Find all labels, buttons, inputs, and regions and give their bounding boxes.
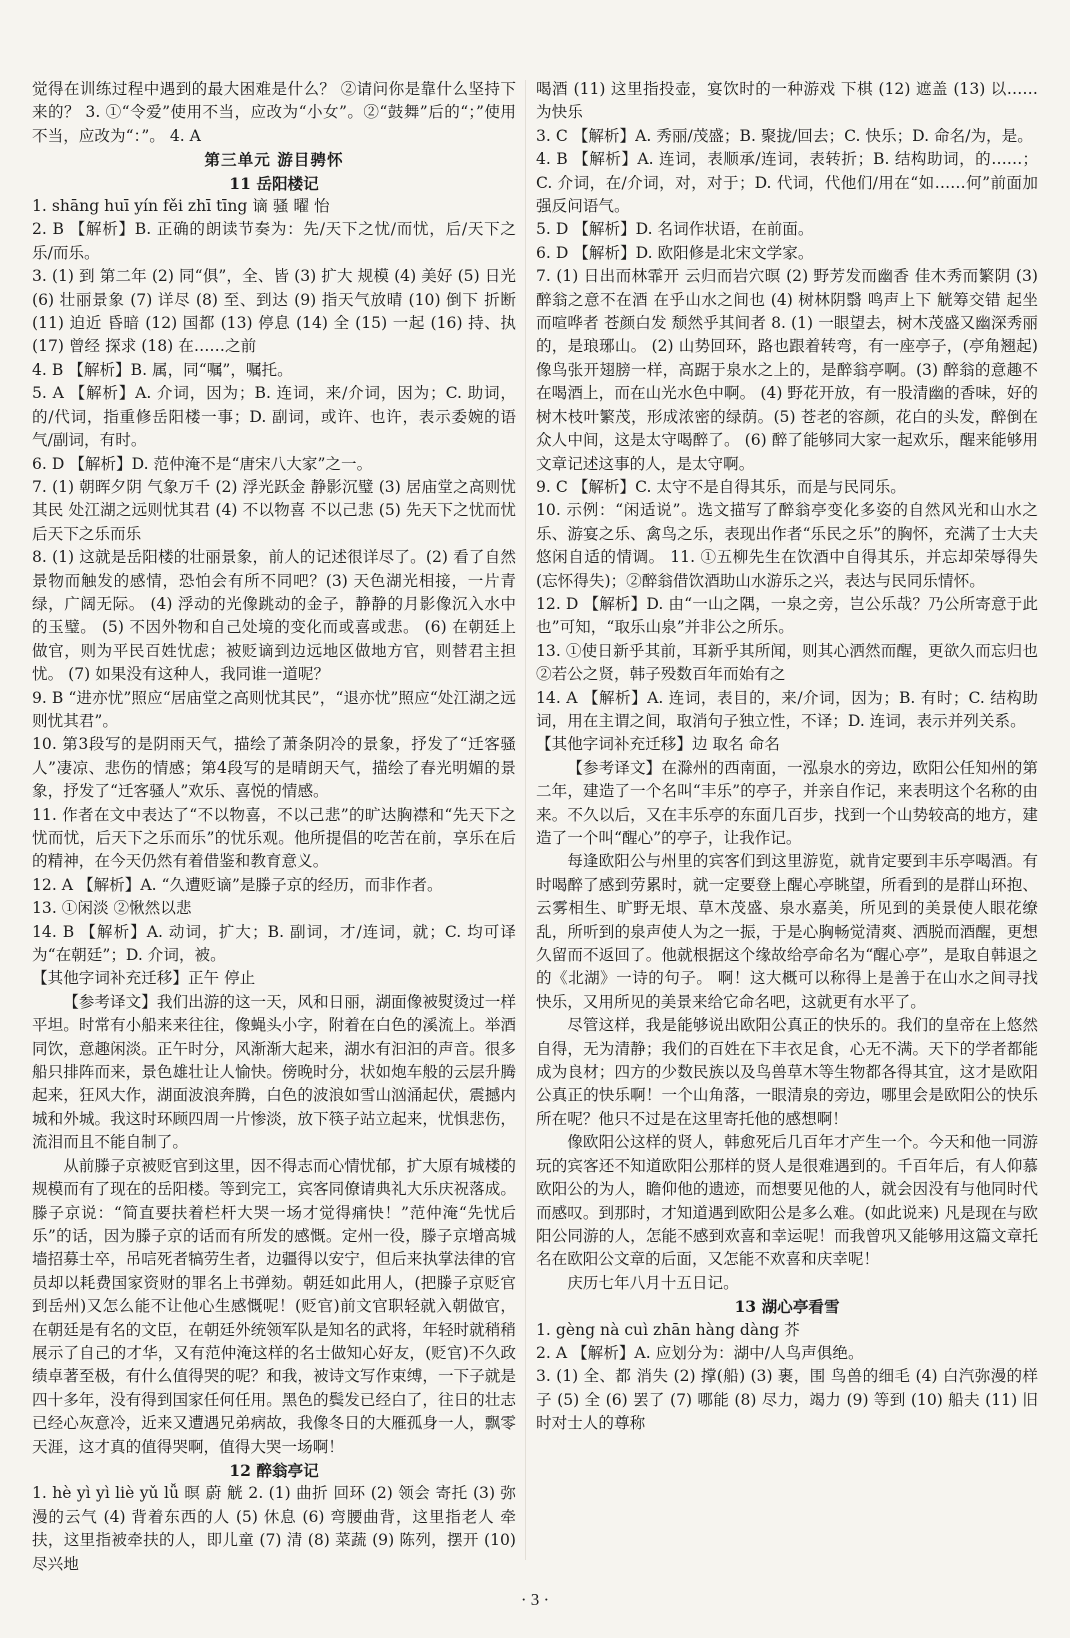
lesson-title: 11 岳阳楼记 <box>229 173 319 193</box>
translation-paragraph: 庆历七年八月十五日记。 <box>567 1273 739 1292</box>
answer-paragraph: 1. shāng huī yín fěi zhī tīng 谪 骚 曜 怡 <box>32 197 330 216</box>
left-column <box>32 78 516 1576</box>
page-number: · 3 · <box>520 1590 550 1609</box>
answer-paragraph: 喝酒 (11) 这里指投壶，宴饮时的一种游戏 下棋 (12) 遮盖 (13) 以……为快乐 <box>536 80 1038 122</box>
answer-paragraph: 5. A 【解析】A. 介词，因为；B. 连词，来/介词，因为；C. 助词，的/代词，指重修岳阳楼一事；D. 副词，或许、也许，表示委婉的语气/副词，有时。 <box>32 384 516 450</box>
translation-paragraph: 【参考译文】我们出游的这一天，风和日丽，湖面像被熨烫过一样平坦。时常有小船来来往往，像蝇头小字，附着在白色的溪流上。举酒同饮，意趣闲淡。正午时分，风渐渐大起来，湖水有汩汩的声音。很多船只排阵而来，景色雄壮让人愉快。傍晚时分，状如炮车般的云层升腾起来，狂风大作，湖面波浪奔腾，白色的波浪如雪山汹涌起伏，震撼内城和外城。我这时环顾四周一片惨淡，放下筷子站立起来，忧惧悲伤，流泪而且不能自制了。 <box>32 992 516 1152</box>
answer-paragraph: 4. B 【解析】B. 属，同“嘱”，嘱托。 <box>32 360 293 379</box>
answer-paragraph: 3. C 【解析】A. 秀丽/茂盛；B. 聚拢/回去；C. 快乐；D. 命名/为，是。 <box>536 126 1033 145</box>
translation-paragraph: 从前滕子京被贬官到这里，因不得志而心情忧郁，扩大原有城楼的规模而有了现在的岳阳楼。等到完工，宾客同僚请典礼大乐庆祝落成。滕子京说：“简直要扶着栏杆大哭一场才觉得痛快！”范仲淹“先忧后乐”的话，因为滕子京的话而有所发的感慨。定州一役，滕子京增高城墙招募士卒，吊唁死者犒劳生者，边疆得以安宁，但后来执掌法律的官员却以耗费国家资财的罪名上书弹劾。朝廷如此用人，(把滕子京贬官到岳州)又怎么能不让他心生感慨呢！(贬官)前文官职轻就入朝做官，在朝廷是有名的文臣，在朝廷外统领军队是知名的武将，年轻时就稍稍展示了自己的才华，又有范仲淹这样的名士做知心好友，(贬官)不久政绩卓著至极，有什么值得哭的呢？和我，被诗文写作束缚，一下子就是四十多年，没有得到国家任何任用。黑色的鬓发已经白了，往日的壮志已经心灰意冷，近来又遭遇兄弟病故，我像冬日的大雁孤身一人，飘零天涯，这才真的值得哭啊，值得大哭一场啊！ <box>32 1156 516 1456</box>
answer-paragraph: 2. A 【解析】A. 应划分为：湖中/人鸟声俱绝。 <box>536 1343 864 1362</box>
answer-paragraph: 9. B “进亦忧”照应“居庙堂之高则忧其民”，“退亦忧”照应“处江湖之远则忧其君”。 <box>32 688 516 730</box>
column-divider <box>525 80 526 1560</box>
answer-paragraph: 3. (1) 全、都 消失 (2) 撑(船) (3) 裹，围 鸟兽的细毛 (4) 白汽弥漫的样子 (5) 全 (6) 罢了 (7) 哪能 (8) 尽力，竭力 (9) 等到 (10) 船夫 (11) 旧时对士人的尊称 <box>536 1367 1038 1433</box>
answer-paragraph: 7. (1) 日出而林霏开 云归而岩穴暝 (2) 野芳发而幽香 佳木秀而繁阴 (3) 醉翁之意不在酒 在乎山水之间也 (4) 树林阴翳 鸣声上下 觥筹交错 起坐而喧哗者 苍颜白发 颓然乎其间者 8. (1) 一眼望去，树木茂盛又幽深秀丽的，是琅琊山。 (2) 山势回环，路也跟着转弯，有一座亭子，(亭角翘起) 像鸟张开翅膀一样，高踞于泉水之上的，是醉翁亭啊。(3) 醉翁的意趣不在喝酒上，而在山光水色中啊。 (4) 野花开放，有一股清幽的香味，好的树木枝叶繁茂，形成浓密的绿荫。(5) 苍老的容颜，花白的头发，醉倒在众人中间，这是太守喝醉了。 (6) 醉了能够同大家一起欢乐，醒来能够用文章记述这事的人，是太守啊。 <box>536 267 1038 473</box>
answer-paragraph: 9. C 【解析】C. 太守不是自得其乐，而是与民同乐。 <box>536 477 906 496</box>
unit-heading: 第三单元 游目骋怀 <box>204 150 344 170</box>
translation-paragraph: 尽管这样，我是能够说出欧阳公真正的快乐的。我们的皇帝在上悠然自得，无为清静；我们的百姓在下丰衣足食，心无不满。天下的学者都能成为良材；四方的少数民族以及鸟兽草木等生物都各得其宜，这才是欧阳公真正的快乐啊！一个山角落，一眼清泉的旁边，哪里会是欧阳公的快乐所在呢？他只不过是在这里寄托他的感想啊！ <box>536 1016 1038 1128</box>
answer-paragraph: 2. B 【解析】B. 正确的朗读节奏为：先/天下之忧/而忧，后/天下之乐/而乐。 <box>32 220 516 262</box>
answer-paragraph: 【其他字词补充迁移】正午 停止 <box>32 969 256 988</box>
answer-paragraph: 3. (1) 到 第二年 (2) 同“俱”，全、皆 (3) 扩大 规模 (4) 美好 (5) 日光 (6) 壮丽景象 (7) 详尽 (8) 至、到达 (9) 指天气放晴 (10) 倒下 折断 (11) 迫近 昏暗 (12) 国都 (13) 停息 (14) 全 (15) 一起 (16) 持、执 (17) 曾经 探求 (18) 在……之前 <box>32 267 516 356</box>
answer-paragraph: 7. (1) 朝晖夕阴 气象万千 (2) 浮光跃金 静影沉璧 (3) 居庙堂之高则忧其民 处江湖之远则忧其君 (4) 不以物喜 不以己悲 (5) 先天下之忧而忧 后天下之乐而乐 <box>32 477 516 543</box>
answer-paragraph: 12. A 【解析】A. “久遭贬谪”是滕子京的经历，而非作者。 <box>32 875 443 894</box>
lesson-title: 12 醉翁亭记 <box>229 1460 319 1480</box>
answer-paragraph: 10. 示例：“闲适说”。选文描写了醉翁亭变化多姿的自然风光和山水之乐、游宴之乐、禽鸟之乐，表现出作者“乐民之乐”的胸怀，充满了士大夫悠闲自适的情调。 11. ①五柳先生在饮酒中自得其乐，并忘却荣辱得失 (忘怀得失)；②醉翁借饮酒助山水游乐之兴，表达与民同乐情怀。 <box>536 501 1038 590</box>
answer-paragraph: 12. D 【解析】D. 由“一山之隅，一泉之旁，岂公乐哉？乃公所寄意于此也”可知，“取乐山泉”并非公之所乐。 <box>536 594 1038 637</box>
translation-paragraph: 【参考译文】在滁州的西南面，一泓泉水的旁边，欧阳公任知州的第二年，建造了一个名叫“丰乐”的亭子，并亲自作记，来表明这个名称的由来。不久以后，又在丰乐亭的东面几百步，找到一个山势较高的地方，建造了一个叫“醒心”的亭子，让我作记。 <box>536 758 1038 847</box>
lesson-title: 13 湖心亭看雪 <box>734 1297 840 1317</box>
answer-paragraph: 8. (1) 这就是岳阳楼的壮丽景象，前人的记述很详尽了。(2) 看了自然景物而触发的感情，恐怕会有所不同吧？(3) 天色湖光相接，一片青绿，广阔无际。 (4) 浮动的光像跳动的金子，静静的月影像沉入水中的玉璧。 (5) 不因外物和自己处境的变化而或喜或悲。 (6) 在朝廷上做官，则为平民百姓忧虑；被贬谪到边远地区做地方官，则替君主担忧。 (7) 如果没有这种人，我同谁一道呢？ <box>32 548 516 684</box>
right-column <box>536 78 1038 1436</box>
answer-paragraph: 1. hè yì yì liè yǔ lǚ 暝 蔚 觥 2. (1) 曲折 回环 (2) 领会 寄托 (3) 弥漫的云气 (4) 背着东西的人 (5) 休息 (6) 弯腰曲背，这里指老人 牵扶，这里指被牵扶的人，即儿童 (7) 清 (8) 菜蔬 (9) 陈列，摆开 (10) 尽兴地 <box>32 1484 516 1573</box>
answer-paragraph: 13. ①闲淡 ②愀然以悲 <box>32 899 192 918</box>
answer-paragraph: 4. B 【解析】A. 连词，表顺承/连词，表转折；B. 结构助词，的……；C. 介词，在/介词，对，对于；D. 代词，代他们/用在“如……何”前面加强反问语气。 <box>536 150 1038 216</box>
translation-paragraph: 每逢欧阳公与州里的宾客们到这里游览，就肯定要到丰乐亭喝酒。有时喝醉了感到劳累时，就一定要登上醒心亭眺望，所看到的是群山环抱、云雾相生、旷野无垠、草木茂盛、泉水嘉美，所见到的美景使人眼花缭乱，所听到的泉声使人为之一振，于是心胸畅觉清爽、洒脱而酒醒，更想久留而不返回了。他就根据这个缘故给亭命名为“醒心亭”，是取自韩退之的《北湖》一诗的句子。 啊！这大概可以称得上是善于在山水之间寻找快乐，又用所见的美景来给它命名吧，这就更有水平了。 <box>536 852 1038 1011</box>
answer-paragraph: 10. 第3段写的是阴雨天气，描绘了萧条阴冷的景象，抒发了“迁客骚人”凄凉、悲伤的情感；第4段写的是晴朗天气，描绘了春光明媚的景象，抒发了“迁客骚人”欢乐、喜悦的情感。 <box>32 735 516 801</box>
answer-paragraph: 【其他字词补充迁移】边 取名 命名 <box>536 735 780 754</box>
answer-paragraph: 14. A 【解析】A. 连词，表目的，来/介词，因为；B. 有时；C. 结构助词，用在主谓之间，取消句子独立性，不译；D. 连词，表示并列关系。 <box>536 688 1038 730</box>
answer-paragraph: 6. D 【解析】D. 范仲淹不是“唐宋八大家”之一。 <box>32 454 373 473</box>
answer-paragraph: 14. B 【解析】A. 动词，扩大；B. 副词，才/连词，就；C. 均可译为“在朝廷”；D. 介词，被。 <box>32 922 516 965</box>
answer-paragraph: 觉得在训练过程中遇到的最大困难是什么？ ②请问你是靠什么坚持下来的？ 3. ①“令爱”使用不当，应改为“小女”。②“鼓舞”后的“；”使用不当，应改为“：”。 4. A <box>32 80 516 145</box>
answer-paragraph: 5. D 【解析】D. 名词作状语，在前面。 <box>536 220 814 239</box>
answer-paragraph: 11. 作者在文中表达了“不以物喜，不以己悲”的旷达胸襟和“先天下之忧而忧，后天下之乐而乐”的忧乐观。他所提倡的吃苦在前，享乐在后的精神，在今天仍然有着借鉴和教育意义。 <box>32 805 516 871</box>
answer-paragraph: 13. ①使日新乎其前，耳新乎其所闻，则其心洒然而醒，更欲久而忘归也 ②若公之贤，韩子殁数百年而始有之 <box>536 641 1038 684</box>
translation-paragraph: 像欧阳公这样的贤人，韩愈死后几百年才产生一个。今天和他一同游玩的宾客还不知道欧阳公那样的贤人是很难遇到的。千百年后，有人仰慕欧阳公的为人，瞻仰他的遗迹，而想要见他的人，就会因没有与他同时代而感叹。到那时，才知道遇到欧阳公是多么难。(如此说来) 凡是现在与欧阳公同游的人，怎能不感到欢喜和幸运呢！而我曾巩又能够用这篇文章托名在欧阳公文章的后面，又怎能不欢喜和庆幸呢！ <box>536 1133 1038 1269</box>
answer-paragraph: 1. gèng nà cuì zhān hàng dàng 芥 <box>536 1320 800 1339</box>
answer-paragraph: 6. D 【解析】D. 欧阳修是北宋文学家。 <box>536 243 814 262</box>
